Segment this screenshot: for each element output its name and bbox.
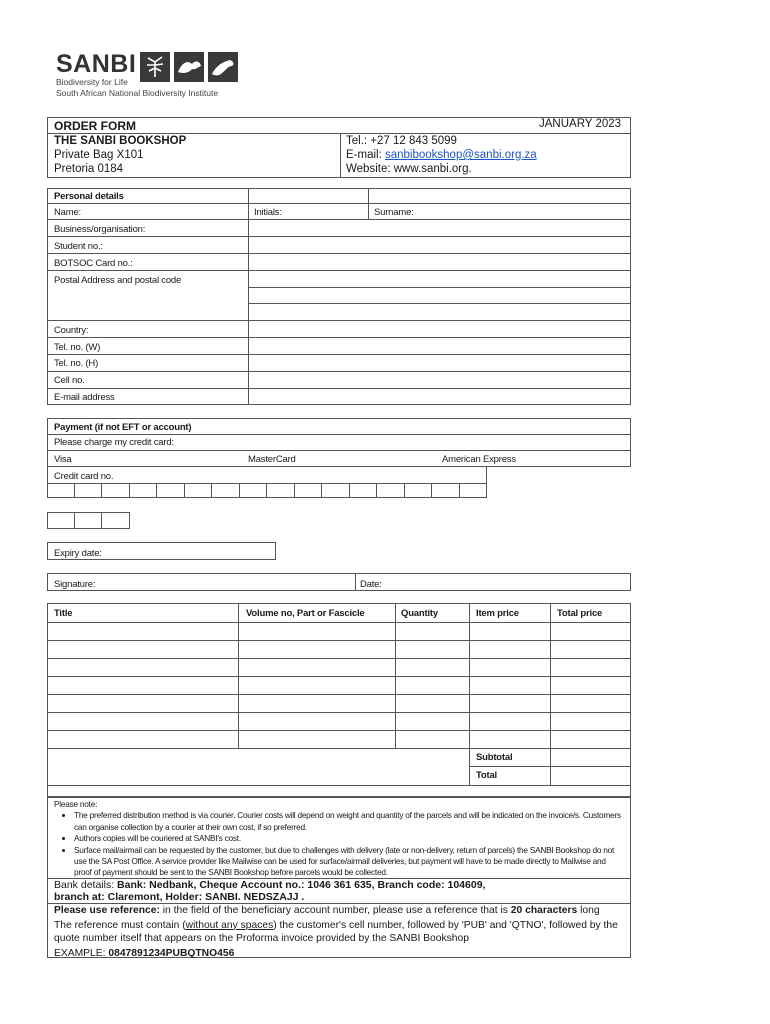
- bank-prefix: Bank details:: [54, 879, 118, 891]
- amex-option[interactable]: American Express: [442, 454, 516, 465]
- reference-chars: 20 characters: [510, 905, 578, 916]
- col-quantity: Quantity: [401, 608, 438, 619]
- shop-email: [346, 149, 537, 161]
- card-no-label: Credit card no.: [54, 471, 114, 482]
- reference-line-1: [54, 904, 628, 918]
- notes: [54, 799, 624, 879]
- postal-label: Postal Address and postal code: [54, 275, 182, 286]
- notes-heading: Please note:: [54, 799, 98, 809]
- shop-website: Website: www.sanbi.org.: [346, 163, 472, 175]
- sanbi-logo: [56, 50, 256, 102]
- reference-text: in the field of the beneficiary account number, please use a reference that is: [162, 905, 511, 916]
- shop-name: THE SANBI BOOKSHOP: [54, 135, 187, 147]
- reference-line2-a: The reference must contain (: [54, 919, 186, 931]
- logo-emblems: [140, 52, 240, 82]
- bank-details: [54, 879, 626, 903]
- reference-example: [54, 947, 628, 961]
- note-item: • Authors copies will be couriered at SANBI's cost.: [74, 833, 624, 844]
- col-title: Title: [54, 608, 73, 619]
- mastercard-option[interactable]: MasterCard: [248, 454, 296, 465]
- form-title: ORDER FORM: [54, 119, 136, 133]
- charge-label: Please charge my credit card:: [54, 437, 174, 448]
- visa-option[interactable]: Visa: [54, 454, 72, 465]
- cell-label: Cell no.: [54, 375, 85, 386]
- form-date: JANUARY 2023: [539, 118, 622, 130]
- tel-w-label: Tel. no. (W): [54, 342, 101, 353]
- student-label: Student no.:: [54, 241, 103, 252]
- example-value: 0847891234PUBQTNO456: [108, 947, 235, 959]
- order-table: [47, 603, 631, 797]
- note-item: • Surface mail/airmail can be requested by the customer, but due to challenges with delivery (late or non-delivery, return of parcels) the SANBI Bookshop do not use the SA Post Office. A service provider like Mailwise can be used for surface/airmail deliveries, but payment will have to be made directly to Mailwise and proof of payment should be sent to the SANBI Bookshop before parcels would be collected.: [74, 845, 624, 879]
- email-label: E-mail address: [54, 392, 115, 403]
- personal-heading: Personal details: [54, 191, 124, 202]
- country-label: Country:: [54, 325, 89, 336]
- col-total-price: Total price: [557, 608, 603, 619]
- reference-line-2: [54, 919, 628, 946]
- tel-h-label: Tel. no. (H): [54, 358, 99, 369]
- logo-tagline: Biodiversity for Life: [56, 77, 128, 87]
- reference-end: long: [577, 905, 600, 916]
- logo-name: SANBI: [56, 50, 137, 78]
- surname-label: Surname:: [374, 207, 414, 218]
- shop-address-2: Pretoria 0184: [54, 163, 124, 175]
- personal-details-box: [47, 188, 631, 405]
- signature-row: [47, 573, 631, 591]
- note-item: • The preferred distribution method is via courier. Courier costs will depend on weight and quantity of the parcels and will be indicated on the invoice/s. Customers can organise collection by a courier at their own cost, if so preferred.: [74, 810, 624, 833]
- name-label: Name:: [54, 207, 81, 218]
- botsoc-label: BOTSOC Card no.:: [54, 258, 133, 269]
- signature-label: Signature:: [54, 579, 96, 590]
- example-label: EXAMPLE:: [54, 947, 109, 959]
- email-link[interactable]: sanbibookshop@sanbi.org.za: [384, 149, 537, 161]
- total-label: Total: [476, 770, 497, 781]
- logo-emblem-icon: [140, 52, 240, 82]
- logo-institute: South African National Biodiversity Institute: [56, 88, 219, 98]
- bank-details-1: Bank: Nedbank, Cheque Account no.: 1046 361 635, Branch code: 104609,: [117, 879, 486, 891]
- reference-instructions: [54, 904, 628, 960]
- business-label: Business/organisation:: [54, 224, 146, 235]
- payment-heading: Payment (if not EFT or account): [54, 422, 192, 433]
- cvv-cells[interactable]: [47, 512, 130, 529]
- subtotal-label: Subtotal: [476, 752, 513, 763]
- bank-details-2: branch at: Claremont, Holder: SANBI. NEDSZAJJ .: [54, 891, 305, 903]
- col-volume: Volume no, Part or Fascicle: [246, 608, 365, 619]
- shop-email-prefix: E-mail:: [346, 149, 385, 161]
- reference-line2-b: ) the customer's cell number, followed by 'PUB' and 'QTNO', followed by the quote number itself that appears on the Proforma invoice provided by the SANBI Bookshop: [54, 919, 618, 944]
- shop-address-1: Private Bag X101: [54, 149, 144, 161]
- col-item-price: Item price: [476, 608, 519, 619]
- expiry-label: Expiry date:: [54, 548, 102, 559]
- reference-lead: Please use reference:: [54, 905, 163, 916]
- shop-tel: Tel.: +27 12 843 5099: [346, 135, 457, 147]
- reference-no-spaces: without any spaces: [185, 919, 274, 931]
- date-label: Date:: [360, 579, 382, 590]
- initials-label: Initials:: [254, 207, 282, 218]
